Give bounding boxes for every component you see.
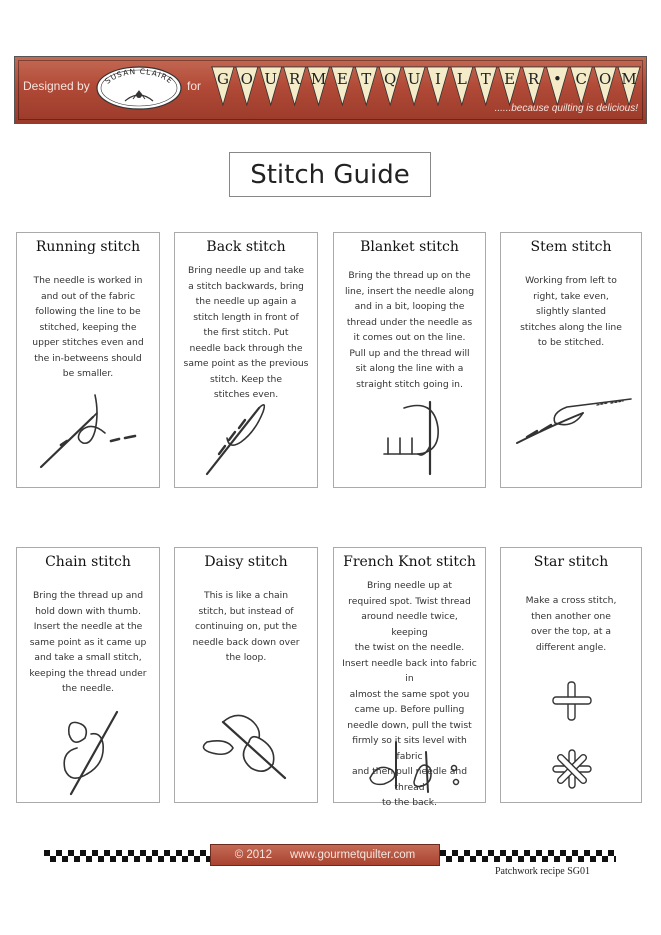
card-title: Back stitch [206,239,286,255]
copyright: © 2012 [234,849,272,861]
bunting-letter: • [552,70,562,88]
desc-line: stitch length in front of [193,311,299,323]
checker-square [494,856,500,862]
desc-line: line, insert the needle along [344,285,475,297]
daisy-stitch-illustration [193,708,303,788]
blanket-stitch-illustration [374,398,454,478]
desc-line: firmly so it sits level with fabric [352,735,467,762]
checker-square [200,850,206,856]
checker-square [452,850,458,856]
tagline: ......because quilting is delicious! [494,103,638,114]
desc-line: Bring needle up and take [188,265,304,276]
card-running-stitch [16,232,160,488]
footer-band [210,844,440,866]
designed-by-label: Designed by [23,79,90,93]
susan-claire-logo [95,65,183,111]
bunting-letter: E [336,70,348,88]
bunting-letter: R [288,70,301,88]
bunting-letter: T [361,70,372,88]
desc-line: needle down, pull the twist [347,719,472,731]
checker-square [188,850,194,856]
card-french-knot-stitch [333,547,486,808]
checker-square [176,850,182,856]
desc-line: over the top, at a [530,626,612,637]
stem-stitch-illustration [513,393,633,453]
bunting-letter: C [575,70,588,88]
desc-line: and then pull needle and thread [351,766,468,793]
checker-square [68,850,74,856]
checker-square [92,850,98,856]
card-stem-stitch [500,232,642,488]
desc-line: Pull up and the thread will [349,347,470,359]
checker-square [62,856,68,862]
desc-line: a stitch backwards, bring [188,280,304,292]
checker-square [542,856,548,862]
card-title: Star stitch [533,554,609,570]
desc-line: around needle twice, keeping [361,611,458,638]
card-title: Stem stitch [530,239,612,255]
desc-line: upper stitches even and [32,337,144,348]
checker-square [608,850,614,856]
checker-square [524,850,530,856]
bunting-letter: O [599,70,612,88]
desc-line: needle back down over [192,636,300,648]
checker-square [464,850,470,856]
for-label: for [187,79,202,93]
checker-square [518,856,524,862]
card-daisy-stitch [174,547,318,803]
desc-line: the first stitch. Put [203,327,289,338]
checker-square [590,856,596,862]
desc-line: came up. Before pulling [354,704,465,715]
card-description [509,273,633,351]
desc-line: to the back. [382,797,437,808]
footer-url[interactable]: www.gourmetquilter.com [289,849,416,861]
desc-line: The needle is worked in [33,275,143,286]
bunting-letter: O [240,70,253,88]
cross-stitch-icon [549,678,595,724]
checker-square [488,850,494,856]
checker-square [602,856,608,862]
checker-square [614,856,616,862]
bunting-letter: I [434,70,441,88]
card-star-stitch [500,547,642,803]
desc-line: continuing on, put the [195,621,297,632]
checker-square [578,856,584,862]
desc-line: This is like a chain [203,590,289,601]
header-banner [14,56,647,124]
card-description [25,588,151,697]
checker-square [482,856,488,862]
card-back-stitch [174,232,318,488]
checker-square [584,850,590,856]
checker-square [554,856,560,862]
desc-line: right, take even, [533,290,609,302]
desc-line: same point as the previous [183,358,309,369]
back-stitch-illustration [197,398,297,478]
desc-line: stitch. Keep the [210,373,282,385]
french-knot-illustration [364,738,464,798]
desc-line: Insert needle back into fabric in [342,657,477,684]
checker-square [146,856,152,862]
checker-square [98,856,104,862]
checker-square [74,856,80,862]
card-title: Blanket stitch [360,239,459,255]
card-description [183,588,309,666]
desc-line: the twist on the needle. [354,642,465,653]
checker-square [194,856,200,862]
desc-line: and in a bit, looping the [354,301,465,312]
desc-line: needle back through the [189,342,303,354]
desc-line: almost the same spot you [349,688,470,700]
checker-square [128,850,134,856]
desc-line: sit along the line with a [355,363,464,374]
desc-line: stitches even. [213,389,279,400]
checker-square [182,856,188,862]
desc-line: required spot. Twist thread [348,595,471,607]
checker-square [122,856,128,862]
desc-line: stitched, keeping the [39,321,137,333]
bunting-letter: U [264,70,278,88]
checker-square [152,850,158,856]
card-title: Chain stitch [45,554,131,570]
desc-line: then another one [531,610,611,622]
checker-square [140,850,146,856]
checker-square [86,856,92,862]
desc-line: the needle up again a [195,296,297,307]
running-stitch-illustration [35,393,145,473]
checker-square [566,856,572,862]
desc-line: stitches along the line [520,321,622,333]
chain-stitch-illustration [51,708,131,798]
desc-line: Bring the thread up and [32,590,144,601]
checker-square [572,850,578,856]
desc-line: be smaller. [62,368,114,379]
checker-square [170,856,176,862]
checker-square [44,850,50,856]
desc-line: following the line to be [35,306,141,317]
desc-line: the in-betweens should [34,352,142,364]
checker-square [470,856,476,862]
checker-square [530,856,536,862]
desc-line: same point as it came up [29,636,147,648]
card-title: Running stitch [35,239,141,255]
card-blanket-stitch [333,232,486,488]
desc-line: Make a cross stitch, [525,595,617,606]
checker-square [80,850,86,856]
desc-line: slightly slanted [536,306,606,317]
desc-line: Insert the needle at the [33,621,143,632]
star-stitch-icon [549,746,595,792]
desc-line: hold down with thumb. [35,605,141,617]
checker-square [56,850,62,856]
desc-line: and out of the fabric [40,290,136,302]
desc-line: it comes out on the line. [353,332,466,343]
desc-line: thread under the needle as [346,316,473,328]
card-chain-stitch [16,547,160,803]
checker-square [500,850,506,856]
desc-line: Bring the thread up on the [348,270,471,281]
card-title: Daisy stitch [204,554,288,570]
checker-square [596,850,602,856]
desc-line: to be stitched. [537,337,605,348]
checker-square [440,850,446,856]
checker-square [506,856,512,862]
checker-square [104,850,110,856]
checker-square [560,850,566,856]
logo-text: SUSAN CLAIRE [103,66,175,86]
desc-line: Working from left to [525,275,617,286]
checker-square [548,850,554,856]
bunting-letter: Q [384,70,397,88]
bunting-letter: T [480,70,491,88]
checker-square [512,850,518,856]
bunting-letter: U [407,70,421,88]
card-description [183,263,309,403]
checker-square [476,850,482,856]
bunting-letter: L [456,70,467,88]
desc-line: stitch, but instead of [198,605,294,617]
desc-line: straight stitch going in. [356,378,463,390]
checker-square [158,856,164,862]
desc-line: the needle. [61,683,115,694]
checker-square [110,856,116,862]
bunting-letter: M [621,70,637,88]
card-description [25,273,151,382]
desc-line: different angle. [535,641,607,653]
checker-square [134,856,140,862]
desc-line: Bring needle up at [366,580,453,591]
bunting-letter: R [527,70,540,88]
checker-square [164,850,170,856]
desc-line: and take a small stitch, [34,652,142,663]
checker-square [116,850,122,856]
bunting-letter: M [310,70,327,88]
desc-line: keeping the thread under [29,667,147,679]
card-description [342,268,477,392]
checker-square [50,856,56,862]
desc-line: the loop. [225,652,267,663]
card-description [509,593,633,655]
bunting-letter: G [216,70,229,88]
checker-square [536,850,542,856]
page-title: Stitch Guide [229,152,431,197]
checker-square [446,856,452,862]
bunting-letter: E [504,70,516,88]
checker-square [458,856,464,862]
card-title: French Knot stitch [343,554,476,570]
recipe-code: Patchwork recipe SG01 [495,866,590,877]
bunting-flags [211,65,641,107]
